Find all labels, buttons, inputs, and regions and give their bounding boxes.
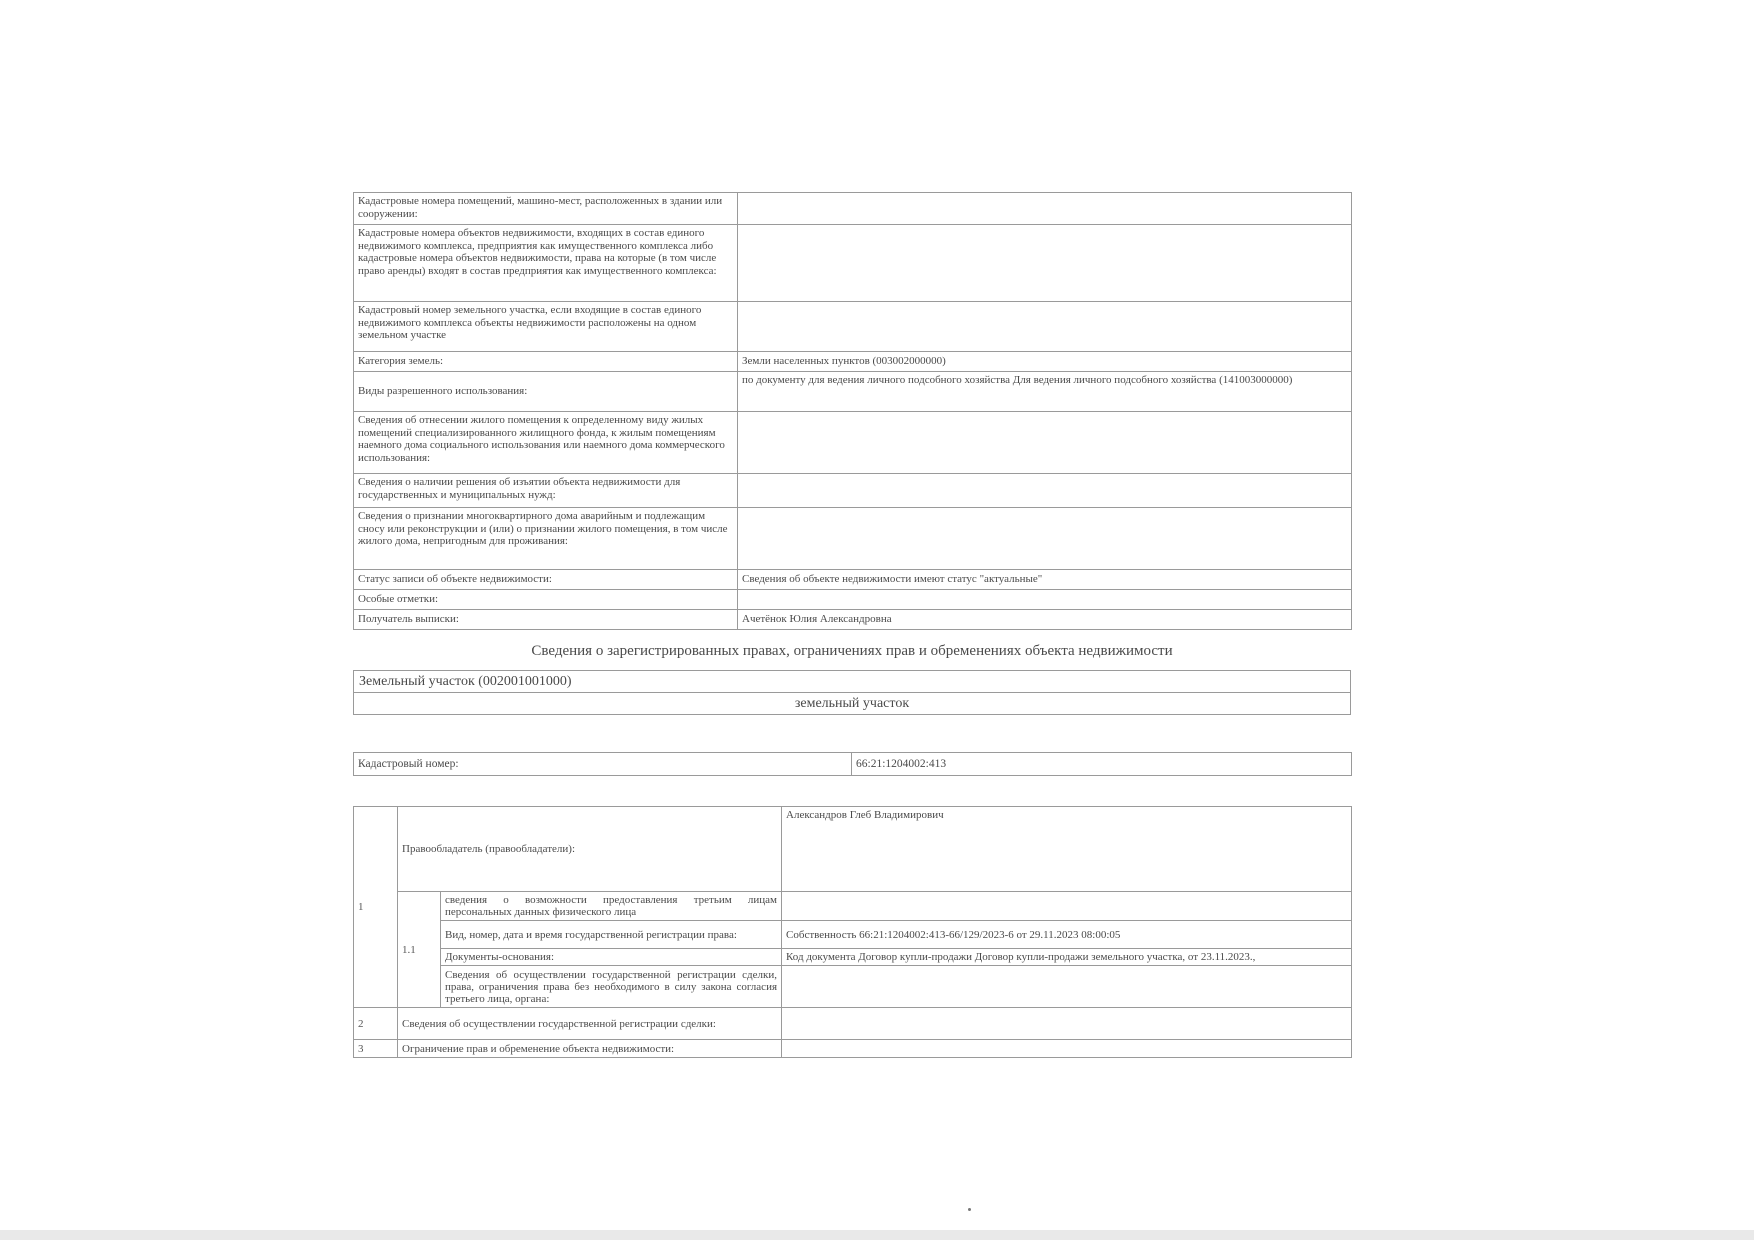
table-row <box>354 193 1352 225</box>
sub-row-value <box>782 892 1352 921</box>
table-row <box>354 474 1352 508</box>
table-row <box>354 671 1351 693</box>
row-label: Сведения об отнесении жилого помещения к определенному виду жилых помещений специализированного жилищного фонда, к жилым помещениям наемного дома социального использования или наемного дома коммерческого использования: <box>354 412 738 474</box>
table-row <box>354 892 1352 921</box>
row-value <box>782 1008 1352 1040</box>
row-number: 3 <box>354 1040 398 1058</box>
table-row <box>354 570 1352 590</box>
row-label: Получатель выписки: <box>354 610 738 630</box>
row-label: Кадастровые номера объектов недвижимости, входящих в состав единого недвижимого комплекса, предприятия как имущественного комплекса либо кадастровые номера объектов недвижимости, права на которые (в том числе право аренды) входят в состав предприятия как имущественного комплекса: <box>354 225 738 302</box>
table-row <box>354 352 1352 372</box>
row-label: Категория земель: <box>354 352 738 372</box>
table-row <box>354 693 1351 715</box>
table-row <box>354 590 1352 610</box>
row-label: Особые отметки: <box>354 590 738 610</box>
row-value <box>738 225 1352 302</box>
row-label: Виды разрешенного использования: <box>354 372 738 412</box>
row-label: Статус записи об объекте недвижимости: <box>354 570 738 590</box>
row-value <box>738 193 1352 225</box>
table-row <box>354 372 1352 412</box>
holder-name: Александров Глеб Владимирович <box>782 807 1352 892</box>
table-row <box>354 412 1352 474</box>
table-row <box>354 1040 1352 1058</box>
row-label: Сведения о признании многоквартирного дома аварийным и подлежащим сносу или реконструкции и (или) о признании жилого помещения, в том числе жилого дома, непригодным для проживания: <box>354 508 738 570</box>
registration-record: Собственность 66:21:1204002:413-66/129/2023-6 от 29.11.2023 08:00:05 <box>782 921 1352 949</box>
table-row <box>354 1008 1352 1040</box>
row-value <box>738 474 1352 508</box>
row-value: Земли населенных пунктов (003002000000) <box>738 352 1352 372</box>
scan-bottom-edge <box>0 1230 1754 1240</box>
row-number: 2 <box>354 1008 398 1040</box>
row-value <box>738 508 1352 570</box>
sub-row-label: Сведения об осуществлении государственной регистрации сделки, права, ограничения права без необходимого в силу закона согласия третьего лица, органа: <box>441 966 782 1008</box>
sub-row-value <box>782 966 1352 1008</box>
row-label: Сведения об осуществлении государственной регистрации сделки: <box>398 1008 782 1040</box>
row-label: Сведения о наличии решения об изъятии объекта недвижимости для государственных и муниципальных нужд: <box>354 474 738 508</box>
sub-row-number: 1.1 <box>398 892 441 1008</box>
table-row <box>354 949 1352 966</box>
rights-table <box>353 806 1352 1058</box>
row-value <box>738 412 1352 474</box>
table-row <box>354 966 1352 1008</box>
section-title: Сведения о зарегистрированных правах, ограничениях прав и обременениях объекта недвижимости <box>531 643 1173 659</box>
cadastral-label: Кадастровый номер: <box>354 753 852 776</box>
table-row <box>354 807 1352 892</box>
row-number: 1 <box>354 807 398 1008</box>
basis-document: Код документа Договор купли-продажи Договор купли-продажи земельного участка, от 23.11.2023., <box>782 949 1352 966</box>
sub-row-label: Документы-основания: <box>441 949 782 966</box>
sub-row-label: сведения о возможности предоставления третьим лицам персональных данных физического лица <box>441 892 782 921</box>
row-value <box>738 302 1352 352</box>
cadastral-number: 66:21:1204002:413 <box>852 753 1352 776</box>
table-row <box>354 921 1352 949</box>
sub-row-label: Вид, номер, дата и время государственной регистрации права: <box>441 921 782 949</box>
table-row <box>354 753 1352 776</box>
table-row <box>354 508 1352 570</box>
table-row <box>354 225 1352 302</box>
table-row <box>354 302 1352 352</box>
scan-speck <box>968 1208 971 1211</box>
row-value <box>738 590 1352 610</box>
parcel-title: Земельный участок (002001001000) <box>354 671 1351 693</box>
row-value: Ачетёнок Юлия Александровна <box>738 610 1352 630</box>
row-value <box>782 1040 1352 1058</box>
row-value: по документу для ведения личного подсобного хозяйства Для ведения личного подсобного хозяйства (141003000000) <box>738 372 1352 412</box>
row-label: Ограничение прав и обременение объекта недвижимости: <box>398 1040 782 1058</box>
row-value: Сведения об объекте недвижимости имеют статус "актуальные" <box>738 570 1352 590</box>
row-label: Кадастровый номер земельного участка, если входящие в состав единого недвижимого комплекса объекты недвижимости расположены на одном земельном участке <box>354 302 738 352</box>
row-label: Кадастровые номера помещений, машино-мест, расположенных в здании или сооружении: <box>354 193 738 225</box>
parcel-subtitle: земельный участок <box>354 693 1351 715</box>
table-row <box>354 610 1352 630</box>
parcel-table <box>353 670 1351 715</box>
holder-label: Правообладатель (правообладатели): <box>398 807 782 892</box>
cadastral-table <box>353 752 1352 776</box>
object-info-table <box>353 192 1352 630</box>
